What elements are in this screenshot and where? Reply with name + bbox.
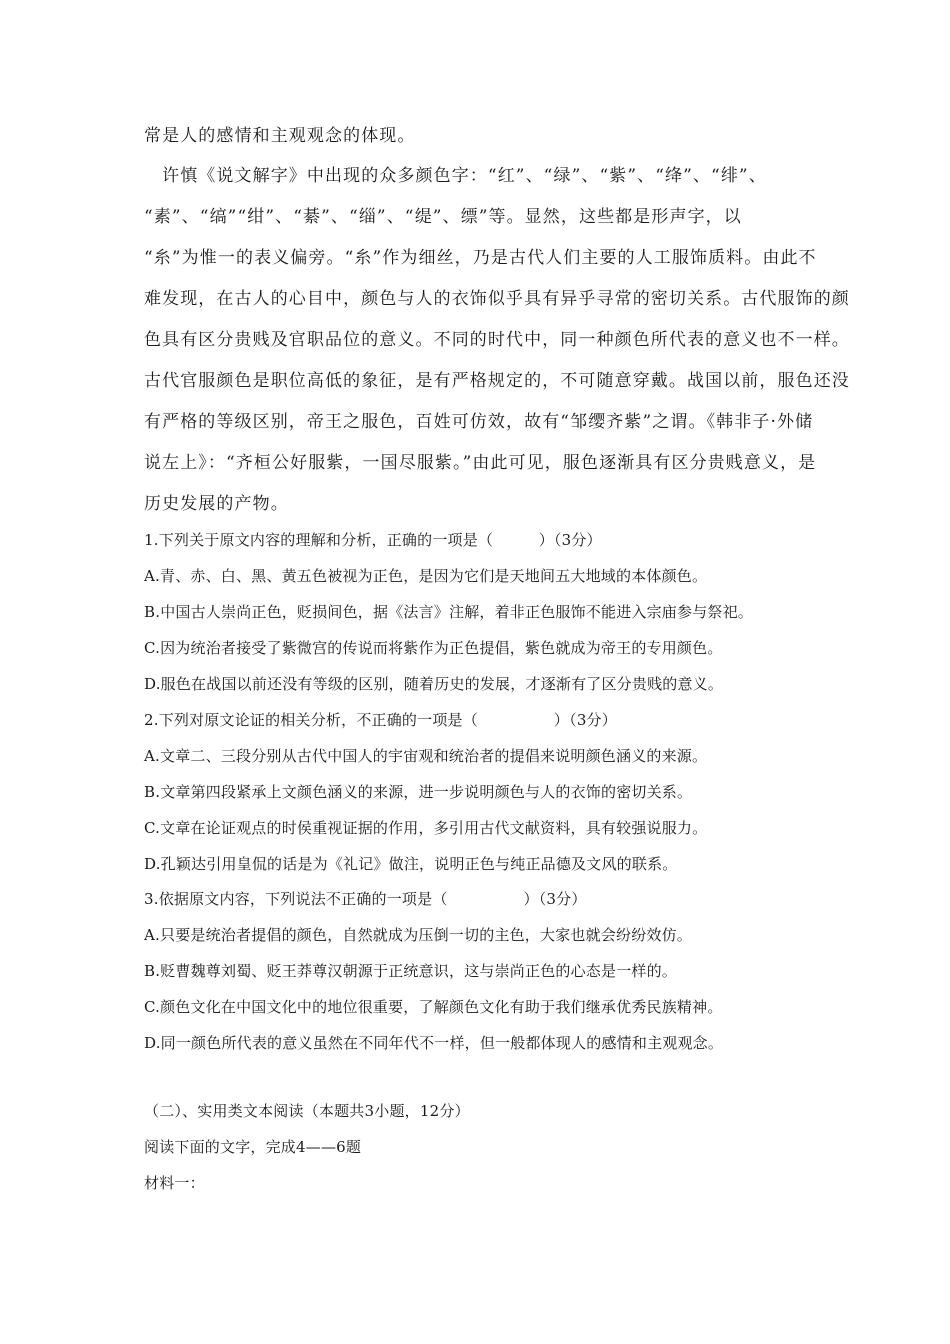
question-2-stem: 2.下列对原文论证的相关分析，不正确的一项是（ ）（3分） [144, 711, 617, 729]
question-1-option-b: B.中国古人崇尚正色，贬损间色，据《法言》注解，着非正色服饰不能进入宗庙参与祭祀。 [144, 603, 753, 621]
passage-line: 色具有区分贵贱及官职品位的意义。不同的时代中，同一种颜色所代表的意义也不一样。 [144, 330, 850, 350]
question-2-option-b: B.文章第四段紧承上文颜色涵义的来源，进一步说明颜色与人的衣饰的密切关系。 [144, 783, 693, 801]
question-2-option-a: A.文章二、三段分别从古代中国人的宇宙观和统治者的提倡来说明颜色涵义的来源。 [144, 747, 708, 765]
section-2-heading: （二）、实用类文本阅读（本题共3小题，12分） [144, 1102, 470, 1120]
passage-line: “素”、“缟”“绀”、“綦”、“缁”、“缇”、缥”等。显然，这些都是形声字，以 [144, 207, 742, 227]
question-3-option-c: C.颜色文化在中国文化中的地位很重要，了解颜色文化有助于我们继承优秀民族精神。 [144, 998, 723, 1016]
question-2-option-c: C.文章在论证观点的时侯重视证据的作用，多引用古代文献资料，具有较强说服力。 [144, 819, 708, 837]
section-2-instruction: 阅读下面的文字，完成4——6题 [144, 1138, 362, 1156]
question-3-stem: 3.依据原文内容，下列说法不正确的一项是（ ）（3分） [144, 890, 587, 908]
passage-line: 有严格的等级区别，帝王之服色，百姓可仿效，故有“邹缨齐紫”之谓。《韩非子·外储 [144, 412, 814, 432]
question-3-option-d: D.同一颜色所代表的意义虽然在不同年代不一样，但一般都体现人的感情和主观观念。 [144, 1034, 724, 1052]
passage-line: 历史发展的产物。 [144, 494, 289, 514]
question-3-option-a: A.只要是统治者提倡的颜色，自然就成为压倒一切的主色，大家也就会纷纷效仿。 [144, 926, 693, 944]
question-1-option-a: A.青、赤、白、黑、黄五色被视为正色，是因为它们是天地间五大地域的本体颜色。 [144, 567, 708, 585]
passage-line: 说左上》：“齐桓公好服紫，一国尽服紫。”由此可见，服色逐渐具有区分贵贱意义，是 [144, 453, 817, 473]
question-2-option-d: D.孔颖达引用皇侃的话是为《礼记》做注，说明正色与纯正品德及文风的联系。 [144, 855, 678, 873]
question-3-option-b: B.贬曹魏尊刘蜀、贬王莽尊汉朝源于正统意识，这与崇尚正色的心态是一样的。 [144, 962, 677, 980]
passage-line: 古代官服颜色是职位高低的象征，是有严格规定的，不可随意穿戴。战国以前，服色还没 [144, 371, 850, 391]
question-1-option-d: D.服色在战国以前还没有等级的区别，随着历史的发展，才逐渐有了区分贵贱的意义。 [144, 675, 724, 693]
passage-line: 常是人的感情和主观观念的体现。 [144, 126, 416, 146]
material-1-label: 材料一： [144, 1174, 205, 1192]
question-1-option-c: C.因为统治者接受了紫微宫的传说而将紫作为正色提倡，紫色就成为帝王的专用颜色。 [144, 639, 723, 657]
question-1-stem: 1.下列关于原文内容的理解和分析，正确的一项是（ ）（3分） [144, 531, 602, 549]
passage-line: “糸”为惟一的表义偏旁。“糸”作为细丝，乃是古代人们主要的人工服饰质料。由此不 [144, 248, 817, 268]
passage-line: 许慎《说文解字》中出现的众多颜色字：“红”、“绿”、“紫”、“绛”、“绯”、 [144, 166, 767, 186]
passage-line: 难发现，在古人的心目中，颜色与人的衣饰似乎具有异乎寻常的密切关系。古代服饰的颜 [144, 289, 850, 309]
